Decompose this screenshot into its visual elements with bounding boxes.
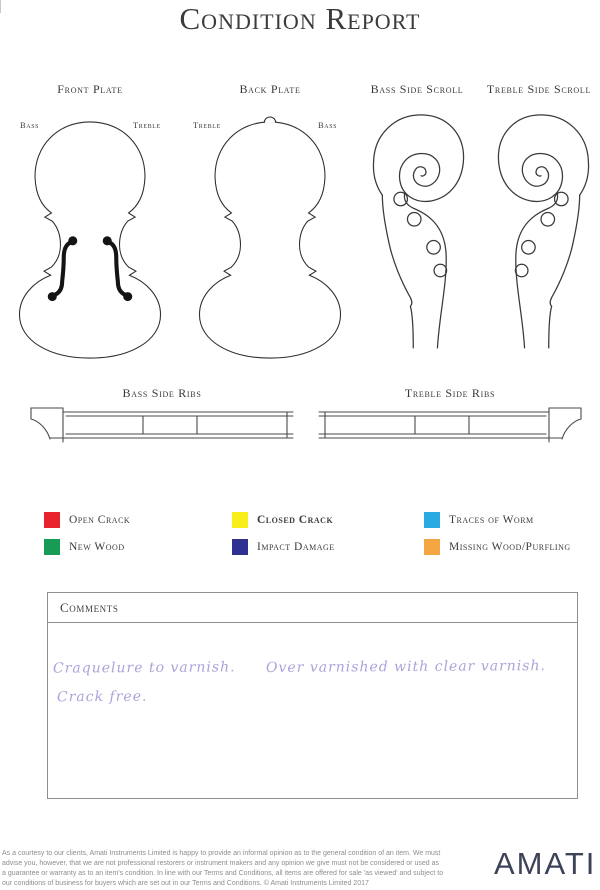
disclaimer-line: a guarantee or warranty as to an item's condition. In line with our Terms and Conditions, all items are offered for sale 'as viewed' and subject to — [2, 870, 444, 878]
front-plate-treble-side-label: Treble — [133, 120, 161, 130]
comments-box — [47, 592, 578, 799]
legend-item-new-wood — [44, 539, 125, 555]
footer-disclaimer — [2, 849, 494, 890]
scroll-spiral — [498, 115, 588, 202]
legend-label: Impact Damage — [257, 541, 335, 553]
disclaimer-line: our conditions of business for buyers which are set out in our Terms and Conditions. © Amati Instruments Limited 2017 — [2, 880, 369, 888]
pegbox-back-edge — [382, 195, 413, 348]
treble-ribs-diagram — [316, 404, 584, 446]
traces-of-worm-swatch-icon — [424, 512, 440, 528]
comments-header: Comments — [48, 593, 577, 623]
legend-item-missing-wood — [424, 539, 571, 555]
peg-hole — [522, 241, 536, 255]
peg-hole — [541, 213, 555, 227]
legend-label: Closed Crack — [257, 514, 334, 526]
front-plate-bass-side-label: Bass — [20, 120, 40, 130]
legend-item-closed-crack — [232, 512, 333, 528]
bass-scroll-label: Bass Side Scroll — [370, 82, 464, 96]
peg-hole — [394, 192, 408, 206]
treble-scroll-label: Treble Side Scroll — [486, 82, 592, 96]
pegbox-back-edge — [549, 195, 580, 348]
closed-crack-swatch-icon — [232, 512, 248, 528]
peg-hole — [555, 192, 569, 206]
legend-label: Missing Wood/Purfling — [449, 541, 571, 553]
back-plate-diagram — [188, 114, 352, 366]
handwritten-note: Over varnished with clear varnish. — [265, 658, 546, 676]
neck-heel — [549, 408, 581, 439]
impact-damage-swatch-icon — [232, 539, 248, 555]
amati-logo: AMATI — [494, 846, 597, 881]
violin-body-outline — [19, 122, 160, 358]
legend-item-impact-damage — [232, 539, 335, 555]
legend-label: New Wood — [69, 541, 125, 553]
bass-ribs-label: Bass Side Ribs — [122, 386, 202, 400]
open-crack-swatch-icon — [44, 512, 60, 528]
legend-item-open-crack — [44, 512, 130, 528]
peg-hole — [434, 264, 447, 277]
treble-scroll-diagram — [483, 104, 599, 350]
neck-front-edge — [404, 194, 446, 348]
disclaimer-line: As a courtesy to our clients, Amati Instruments Limited is happy to provide an informal opinion as to the general condition of an item. We must — [2, 850, 441, 857]
treble-ribs-label: Treble Side Ribs — [404, 386, 496, 400]
page-title: Condition Report — [179, 1, 421, 36]
neck-front-edge — [516, 194, 558, 348]
handwritten-note: Crack free. — [56, 688, 148, 706]
front-plate-label: Front Plate — [57, 82, 123, 96]
missing-wood-swatch-icon — [424, 539, 440, 555]
legend-item-traces-of-worm — [424, 512, 534, 528]
violin-body-outline — [199, 122, 340, 358]
bass-ribs-diagram — [28, 404, 296, 446]
peg-hole — [427, 241, 441, 255]
back-plate-bass-side-label: Bass — [318, 120, 338, 130]
back-plate-label: Back Plate — [239, 82, 301, 96]
neck-button-icon — [264, 117, 275, 123]
peg-hole — [515, 264, 528, 277]
scroll-spiral — [373, 115, 463, 202]
legend-label: Traces of Worm — [449, 514, 534, 526]
disclaimer-line: advise you, however, that we are not professional restorers or instrument makers and any opinion we give must not be considered or used as — [2, 860, 439, 868]
back-plate-treble-side-label: Treble — [193, 120, 221, 130]
neck-heel — [31, 408, 63, 439]
handwritten-note: Craquelure to varnish. — [52, 659, 236, 677]
peg-hole — [407, 213, 421, 227]
bass-scroll-diagram — [363, 104, 479, 350]
front-plate-diagram — [8, 114, 172, 366]
new-wood-swatch-icon — [44, 539, 60, 555]
legend-label: Open Crack — [69, 514, 131, 526]
